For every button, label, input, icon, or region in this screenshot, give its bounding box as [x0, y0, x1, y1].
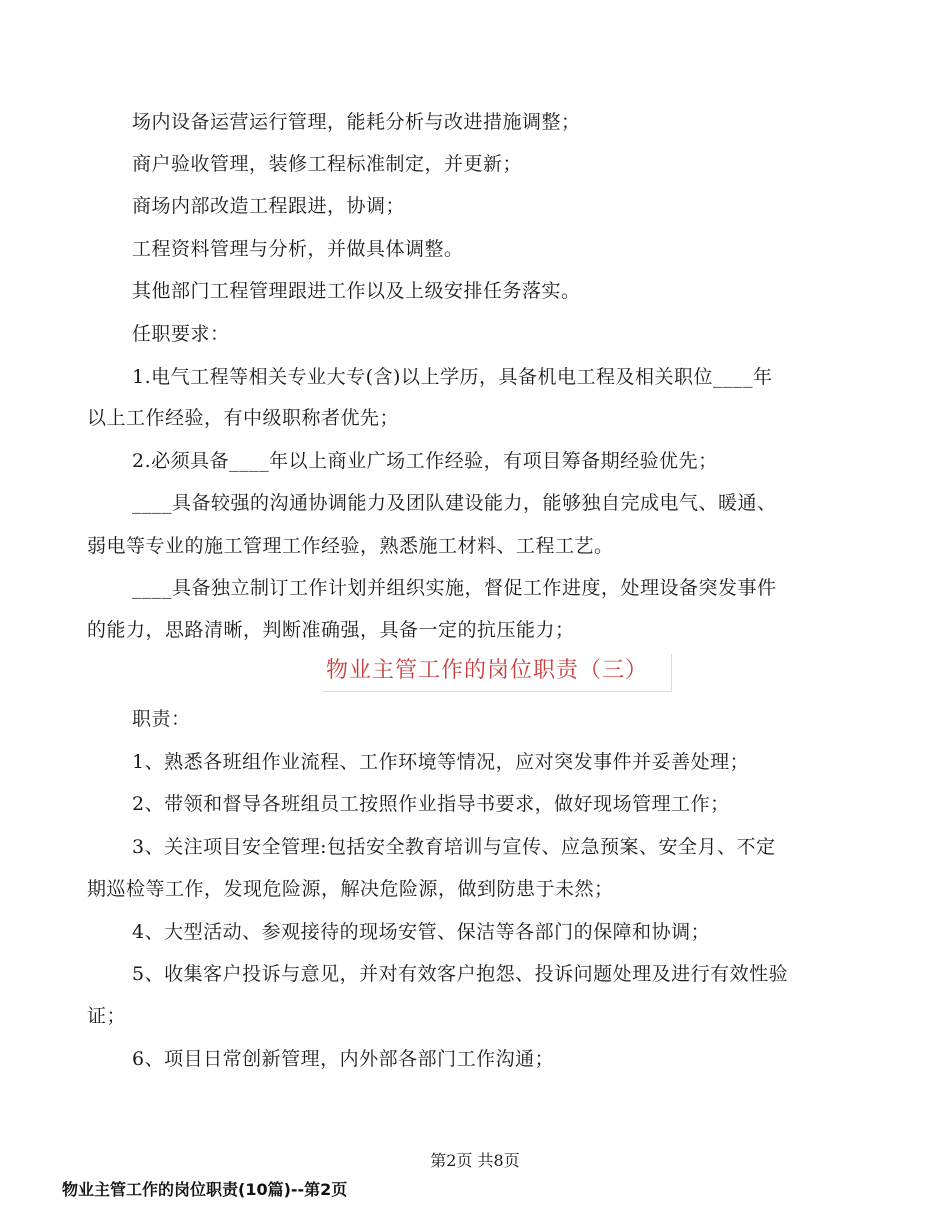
body-line: ____具备独立制订工作计划并组织实施，督促工作进度，处理设备突发事件 [132, 577, 777, 599]
body-line: 弱电等专业的施工管理工作经验，熟悉施工材料、工程工艺。 [87, 535, 614, 557]
requirements-heading: 任职要求： [132, 323, 230, 345]
duties-heading: 职责： [132, 708, 191, 730]
body-line: 5、收集客户投诉与意见，并对有效客户抱怨、投诉问题处理及进行有效性验 [132, 963, 789, 985]
body-line: 6、项目日常创新管理，内外部各部门工作沟通； [132, 1048, 555, 1070]
section-title: 物业主管工作的岗位职责（三） [322, 654, 672, 692]
body-line: ____具备较强的沟通协调能力及团队建设能力，能够独自完成电气、暖通、 [132, 492, 777, 514]
body-line: 以上工作经验，有中级职称者优先； [87, 407, 400, 429]
document-footer: 物业主管工作的岗位职责(10篇)--第2页 [62, 1180, 348, 1199]
body-line: 2.必须具备____年以上商业广场工作经验，有项目筹备期经验优先； [132, 450, 718, 472]
body-line: 商户验收管理，装修工程标准制定，并更新； [132, 153, 523, 175]
body-line: 的能力，思路清晰，判断准确强，具备一定的抗压能力； [87, 619, 575, 641]
body-line: 证； [87, 1005, 127, 1027]
page-number: 第2页 共8页 [430, 1151, 520, 1170]
body-line: 1.电气工程等相关专业大专(含)以上学历，具备机电工程及相关职位____年 [132, 366, 773, 388]
body-line: 其他部门工程管理跟进工作以及上级安排任务落实。 [132, 280, 581, 302]
body-line: 1、熟悉各班组作业流程、工作环境等情况，应对突发事件并妥善处理； [132, 751, 750, 773]
body-line: 场内设备运营运行管理，能耗分析与改进措施调整； [132, 111, 581, 133]
body-line: 期巡检等工作，发现危险源，解决危险源，做到防患于未然； [87, 878, 614, 900]
body-line: 3、关注项目安全管理:包括安全教育培训与宣传、应急预案、安全月、不定 [132, 836, 776, 858]
body-line: 商场内部改造工程跟进，协调； [132, 195, 406, 217]
body-line: 2、带领和督导各班组员工按照作业指导书要求，做好现场管理工作； [132, 793, 730, 815]
body-line: 工程资料管理与分析，并做具体调整。 [132, 238, 464, 260]
body-line: 4、大型活动、参观接待的现场安管、保洁等各部门的保障和协调； [132, 921, 711, 943]
